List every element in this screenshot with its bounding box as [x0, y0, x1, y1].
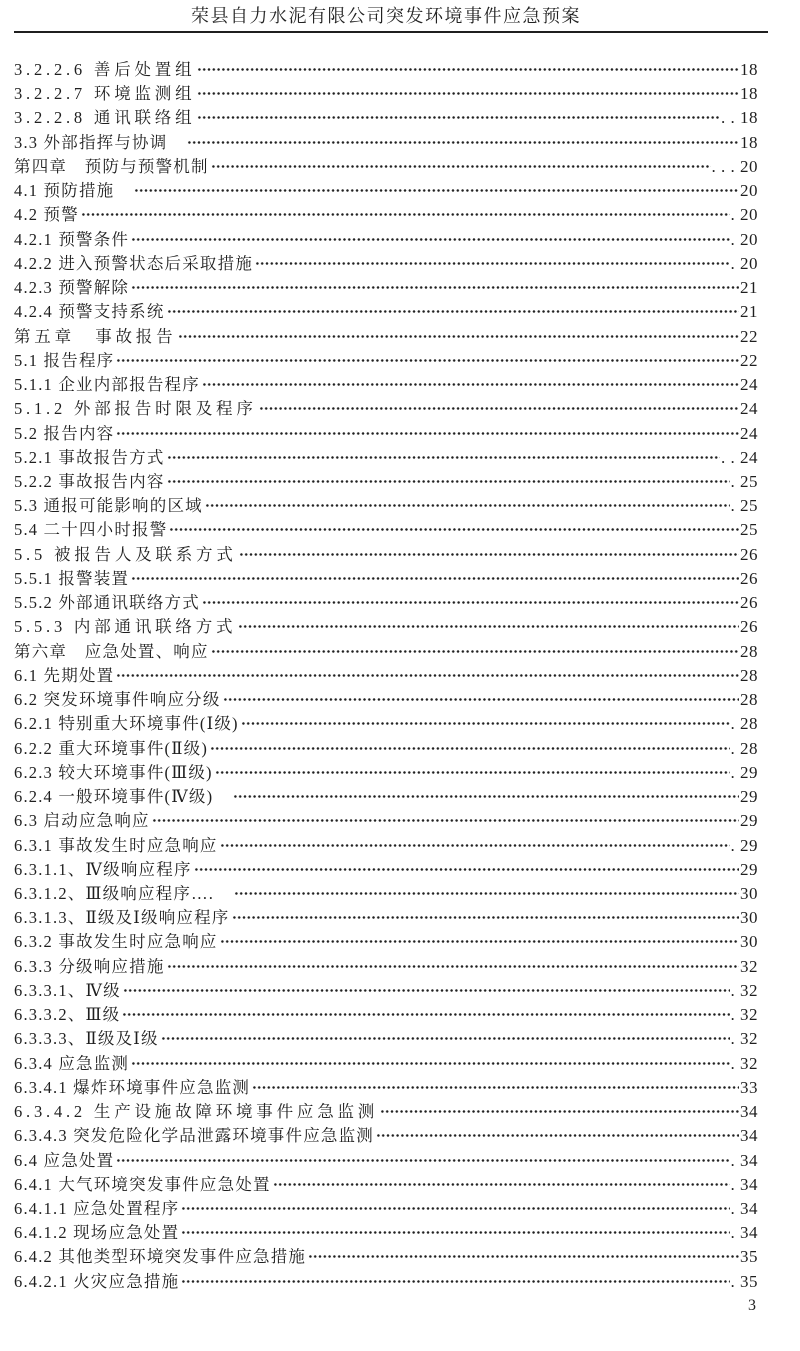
dot-leader: [167, 444, 720, 468]
toc-entry-page: . . 24: [721, 447, 758, 467]
toc-entry: [14, 420, 758, 444]
toc-entry-label: 5.2.2 事故报告内容: [14, 471, 165, 491]
toc-entry-page: . 32: [730, 980, 758, 1000]
toc-entry-page: 28: [740, 690, 758, 710]
toc-entry-page: 32: [740, 956, 758, 976]
toc-entry-label: 5.1 报告程序: [14, 350, 115, 370]
toc-entry-page: 26: [740, 593, 758, 613]
toc-entry-label: 6.3.4.2 生产设施故障环境事件应急监测: [14, 1102, 379, 1122]
toc-entry-page: 22: [740, 326, 758, 346]
toc-entry: [14, 347, 758, 371]
toc-entry: [14, 1050, 758, 1074]
toc-entry: [14, 371, 758, 395]
toc-entry: [14, 56, 758, 80]
toc-entry-label: 5.3 通报可能影响的区域: [14, 496, 203, 516]
dot-leader: [380, 1098, 739, 1122]
dot-leader: [197, 104, 720, 128]
toc-entry-label: 4.2.1 预警条件: [14, 229, 130, 249]
page-header: [14, 0, 758, 33]
dot-leader: [210, 735, 729, 759]
toc-entry: [14, 541, 758, 565]
toc-entry: [14, 735, 758, 759]
toc-entry: [14, 444, 758, 468]
toc-entry-page: . 32: [730, 1005, 758, 1025]
dot-leader: [223, 686, 739, 710]
toc-entry-page: 29: [740, 859, 758, 879]
toc-entry-page: . 34: [730, 1150, 758, 1170]
toc-entry: [14, 856, 758, 880]
dot-leader: [178, 323, 739, 347]
toc-entry-page: 34: [740, 1102, 758, 1122]
toc-entry-page: . . 18: [721, 108, 758, 128]
toc-entry: [14, 783, 758, 807]
toc-entry-page: 29: [740, 787, 758, 807]
toc-entry-label: 6.4.2.1 火灾应急措施: [14, 1271, 180, 1291]
toc-entry-label: 5.2.1 事故报告方式: [14, 447, 165, 467]
toc-entry-label: 6.4.1.2 现场应急处置: [14, 1223, 180, 1243]
document-title: 荣县自力水泥有限公司突发环境事件应急预案: [191, 6, 581, 26]
toc-entry: [14, 1195, 758, 1219]
toc-entry-label: 6.3.3.2、Ⅲ级: [14, 1005, 121, 1025]
toc-entry-page: . 32: [730, 1029, 758, 1049]
toc-entry-page: . 25: [730, 471, 758, 491]
toc-entry: [14, 274, 758, 298]
toc-entry-label: 6.4.1.1 应急处置程序: [14, 1199, 180, 1219]
toc-entry: [14, 226, 758, 250]
dot-leader: [134, 177, 739, 201]
toc-entry-page: 28: [740, 641, 758, 661]
toc-entry-label: 第五章 事故报告: [14, 326, 177, 346]
toc-entry-page: 22: [740, 350, 758, 370]
dot-leader: [308, 1243, 739, 1267]
toc-entry: [14, 928, 758, 952]
dot-leader: [273, 1171, 730, 1195]
toc-entry-label: 3.2.2.8 通讯联络组: [14, 108, 196, 128]
toc-entry: [14, 250, 758, 274]
toc-entry-page: . 35: [730, 1271, 758, 1291]
toc-entry-label: 5.5.2 外部通讯联络方式: [14, 593, 200, 613]
toc-entry-page: 30: [740, 932, 758, 952]
toc-entry-page: 21: [740, 302, 758, 322]
toc-entry: [14, 1147, 758, 1171]
toc-entry-label: 3.3 外部指挥与协调: [14, 132, 186, 152]
dot-leader: [255, 250, 729, 274]
toc-entry-label: 5.1.1 企业内部报告程序: [14, 375, 200, 395]
toc-entry-page: 24: [740, 423, 758, 443]
toc-entry-label: 6.3.4.3 突发危险化学品泄露环境事件应急监测: [14, 1126, 374, 1146]
dot-leader: [161, 1025, 730, 1049]
toc-entry-page: . 20: [730, 205, 758, 225]
toc-entry: [14, 880, 758, 904]
toc-entry-label: 5.1.2 外部报告时限及程序: [14, 399, 257, 419]
toc-entry: [14, 80, 758, 104]
toc-entry-label: 6.3.1.3、Ⅱ级及Ⅰ级响应程序: [14, 908, 230, 928]
toc-entry: [14, 298, 758, 322]
dot-leader: [181, 1268, 729, 1292]
toc-entry: [14, 1243, 758, 1267]
toc-entry: [14, 953, 758, 977]
dot-leader: [167, 468, 730, 492]
toc-entry-page: 24: [740, 375, 758, 395]
dot-leader: [202, 371, 739, 395]
dot-leader: [167, 953, 739, 977]
page-number: 3: [748, 1297, 756, 1314]
dot-leader: [122, 1001, 729, 1025]
toc-entry: [14, 129, 758, 153]
toc-entry-label: 6.3.1 事故发生时应急响应: [14, 835, 218, 855]
dot-leader: [211, 153, 711, 177]
toc-entry-label: 3.2.2.6 善后处置组: [14, 60, 196, 79]
toc-entry: [14, 710, 758, 734]
toc-entry-label: 6.2 突发环境事件响应分级: [14, 690, 221, 710]
dot-leader: [220, 928, 739, 952]
toc-entry-page: . 29: [730, 835, 758, 855]
toc-entry: [14, 395, 758, 419]
toc-entry: [14, 201, 758, 225]
toc-entry-label: 第四章 预防与预警机制: [14, 156, 209, 176]
dot-leader: [376, 1122, 739, 1146]
toc-entry: [14, 104, 758, 128]
dot-leader: [169, 516, 739, 540]
toc-entry-label: 5.5.3 内部通讯联络方式: [14, 617, 237, 637]
toc-entry-label: 6.3.2 事故发生时应急响应: [14, 932, 218, 952]
toc-entry: [14, 492, 758, 516]
toc-entry-label: 6.4.1 大气环境突发事件应急处置: [14, 1174, 271, 1194]
toc-entry-page: 20: [740, 181, 758, 201]
dot-leader: [232, 904, 739, 928]
toc-entry: [14, 759, 758, 783]
toc-entry-page: 26: [740, 617, 758, 637]
toc-entry: [14, 686, 758, 710]
dot-leader: [252, 1074, 739, 1098]
dot-leader: [211, 638, 739, 662]
toc-entry: [14, 1171, 758, 1195]
toc-entry-page: 30: [740, 908, 758, 928]
toc-entry-page: 21: [740, 278, 758, 298]
dot-leader: [202, 589, 739, 613]
dot-leader: [131, 1050, 729, 1074]
toc-entry-label: 4.2.2 进入预警状态后采取措施: [14, 253, 254, 273]
toc-entry-page: . 28: [730, 714, 758, 734]
toc-entry-label: 6.3.4.1 爆炸环境事件应急监测: [14, 1077, 251, 1097]
toc-entry: [14, 1268, 758, 1292]
toc-entry-label: 6.3.3.1、Ⅳ级: [14, 980, 121, 1000]
toc-entry: [14, 177, 758, 201]
dot-leader: [131, 274, 739, 298]
toc-entry: [14, 1098, 758, 1122]
dot-leader: [259, 395, 739, 419]
toc-entry-page: 28: [740, 665, 758, 685]
dot-leader: [123, 977, 730, 1001]
dot-leader: [116, 347, 739, 371]
dot-leader: [181, 1219, 729, 1243]
toc-entry-page: . 34: [730, 1199, 758, 1219]
dot-leader: [181, 1195, 729, 1219]
dot-leader: [116, 662, 739, 686]
toc-entry-page: . 32: [730, 1053, 758, 1073]
toc-entry-page: . 20: [730, 229, 758, 249]
toc-entry-label: 6.2.1 特别重大环境事件(Ⅰ级): [14, 714, 239, 734]
toc-entry: [14, 323, 758, 347]
toc-entry-label: 4.2 预警: [14, 205, 79, 225]
toc-entry-page: 30: [740, 883, 758, 903]
dot-leader: [167, 298, 739, 322]
dot-leader: [197, 80, 739, 104]
dot-leader: [187, 129, 739, 153]
toc-entry-page: . 34: [730, 1223, 758, 1243]
toc-entry-label: 6.2.3 较大环境事件(Ⅲ级): [14, 762, 213, 782]
toc-entry-label: 5.5 被报告人及联系方式: [14, 544, 237, 564]
toc-entry-page: . 34: [730, 1174, 758, 1194]
toc-entry-label: 5.2 报告内容: [14, 423, 115, 443]
toc-entry-label: 6.3.1.1、Ⅳ级响应程序: [14, 859, 192, 879]
dot-leader: [238, 613, 739, 637]
toc-entry-page: . 29: [730, 762, 758, 782]
toc-entry-label: 6.3.3 分级响应措施: [14, 956, 165, 976]
dot-leader: [116, 1147, 729, 1171]
dot-leader: [239, 541, 739, 565]
toc-entry-page: 24: [740, 399, 758, 419]
toc-entry-label: 4.2.4 预警支持系统: [14, 302, 165, 322]
toc-entry-label: 3.2.2.7 环境监测组: [14, 84, 196, 104]
dot-leader: [241, 710, 730, 734]
toc-entry: [14, 565, 758, 589]
toc-entry-label: 6.3 启动应急响应: [14, 811, 150, 831]
dot-leader: [197, 56, 739, 80]
toc-entry-page: 18: [740, 84, 758, 104]
toc-entry: [14, 1122, 758, 1146]
dot-leader: [234, 880, 739, 904]
toc-entry: [14, 468, 758, 492]
toc-entry-page: . 25: [730, 496, 758, 516]
toc-entry: [14, 153, 758, 177]
toc-entry-label: 6.4.2 其他类型环境突发事件应急措施: [14, 1247, 307, 1267]
toc-entry-page: . 20: [730, 253, 758, 273]
toc-entry-label: 4.2.3 预警解除: [14, 278, 130, 298]
toc-entry: [14, 904, 758, 928]
toc-entry-page: 26: [740, 544, 758, 564]
dot-leader: [152, 807, 739, 831]
toc-entry-label: 6.3.4 应急监测: [14, 1053, 130, 1073]
dot-leader: [205, 492, 730, 516]
toc-entry-label: 6.3.3.3、Ⅱ级及Ⅰ级: [14, 1029, 159, 1049]
toc-entry-label: 6.2.4 一般环境事件(Ⅳ级): [14, 787, 231, 807]
toc-entry-page: . . . 20: [711, 156, 758, 176]
toc-entry-page: 34: [740, 1126, 758, 1146]
toc-entry-page: 18: [740, 60, 758, 79]
page-footer: [748, 1297, 756, 1315]
toc-entry-label: 第六章 应急处置、响应: [14, 641, 209, 661]
toc-entry-page: 33: [740, 1077, 758, 1097]
toc-entry-label: 5.5.1 报警装置: [14, 568, 130, 588]
toc-entry-label: 4.1 预防措施: [14, 181, 133, 201]
toc-entry: [14, 1025, 758, 1049]
table-of-contents: [14, 56, 758, 1292]
toc-entry: [14, 662, 758, 686]
toc-entry-page: 26: [740, 568, 758, 588]
dot-leader: [131, 226, 729, 250]
dot-leader: [215, 759, 730, 783]
toc-entry: [14, 1219, 758, 1243]
dot-leader: [131, 565, 739, 589]
toc-entry-label: 6.3.1.2、Ⅲ级响应程序….: [14, 883, 232, 903]
toc-entry-page: . 28: [730, 738, 758, 758]
dot-leader: [194, 856, 739, 880]
toc-entry: [14, 613, 758, 637]
toc-entry: [14, 832, 758, 856]
toc-entry-label: 5.4 二十四小时报警: [14, 520, 168, 540]
toc-entry: [14, 1074, 758, 1098]
toc-entry-page: 29: [740, 811, 758, 831]
toc-entry: [14, 807, 758, 831]
toc-entry: [14, 638, 758, 662]
toc-entry-page: 35: [740, 1247, 758, 1267]
toc-entry: [14, 589, 758, 613]
header-divider: [14, 31, 768, 33]
toc-entry: [14, 977, 758, 1001]
toc-entry-label: 6.2.2 重大环境事件(Ⅱ级): [14, 738, 209, 758]
dot-leader: [233, 783, 739, 807]
dot-leader: [220, 832, 730, 856]
toc-entry-label: 6.4 应急处置: [14, 1150, 115, 1170]
toc-entry: [14, 516, 758, 540]
toc-entry-page: 25: [740, 520, 758, 540]
toc-entry-page: 18: [740, 132, 758, 152]
dot-leader: [116, 420, 739, 444]
toc-entry: [14, 1001, 758, 1025]
dot-leader: [81, 201, 730, 225]
toc-entry-label: 6.1 先期处置: [14, 665, 115, 685]
